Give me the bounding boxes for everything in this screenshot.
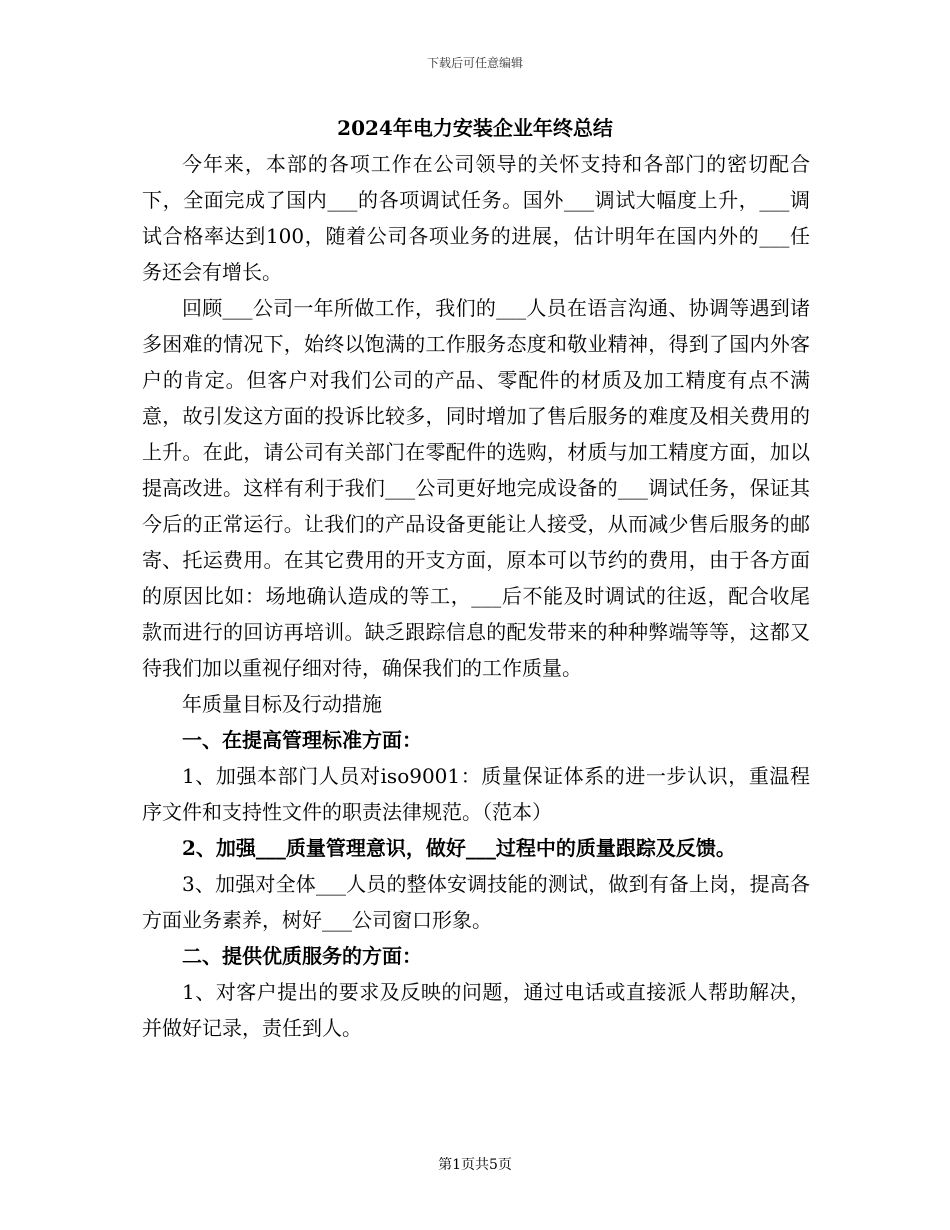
document-title: 2024年电力安装企业年终总结 xyxy=(337,116,613,140)
heading-management-standards: 一、在提高管理标准方面： xyxy=(182,728,422,752)
heading-quality-service: 二、提供优质服务的方面： xyxy=(182,944,422,968)
document-body xyxy=(142,146,810,1046)
title-container xyxy=(0,110,950,146)
paragraph-review: 回顾___公司一年所做工作，我们的___人员在语言沟通、协调等遇到诸多困难的情况下，始终以饱满的工作服务态度和敬业精神，得到了国内外客户的肯定。但客户对我们公司的产品、零配件的材质及加工精度有点不满意，故引发这方面的投诉比较多，同时增加了售后服务的难度及相关费用的上升。在此，请公司有关部门在零配件的选购，材质与加工精度方面，加以提高改进。这样有利于我们___公司更好地完成设备的___调试任务，保证其今后的正常运行。让我们的产品设备更能让人接受，从而减少售后服务的邮寄、托运费用。在其它费用的开支方面，原本可以节约的费用，由于各方面的原因比如：场地确认造成的等工，___后不能及时调试的往返，配合收尾款而进行的回访再培训。缺乏跟踪信息的配发带来的种种弊端等等，这都又待我们加以重视仔细对待，确保我们的工作质量。 xyxy=(142,296,810,680)
list-item-iso9001: 1、加强本部门人员对iso9001：质量保证体系的进一步认识，重温程序文件和支持性文件的职责法律规范。（范本） xyxy=(142,764,810,824)
paragraph-intro: 今年来，本部的各项工作在公司领导的关怀支持和各部门的密切配合下，全面完成了国内___的各项调试任务。国外___调试大幅度上升，___调试合格率达到100，随着公司各项业务的进展，估计明年在国内外的___任务还会有增长。 xyxy=(142,152,810,284)
list-item-skills-testing: 3、加强对全体___人员的整体安调技能的测试，做到有备上岗，提高各方面业务素养，树好___公司窗口形象。 xyxy=(142,872,810,932)
header-note: 下载后可任意编辑 xyxy=(426,56,523,70)
list-item-quality-awareness: 2、加强___质量管理意识，做好___过程中的质量跟踪及反馈。 xyxy=(182,836,736,860)
list-item-customer-requests: 1、对客户提出的要求及反映的问题，通过电话或直接派人帮助解决，并做好记录，责任到人。 xyxy=(142,980,810,1040)
paragraph-quality-goals: 年质量目标及行动措施 xyxy=(182,692,382,716)
page-footer: 第1页共5页 xyxy=(438,1157,512,1173)
